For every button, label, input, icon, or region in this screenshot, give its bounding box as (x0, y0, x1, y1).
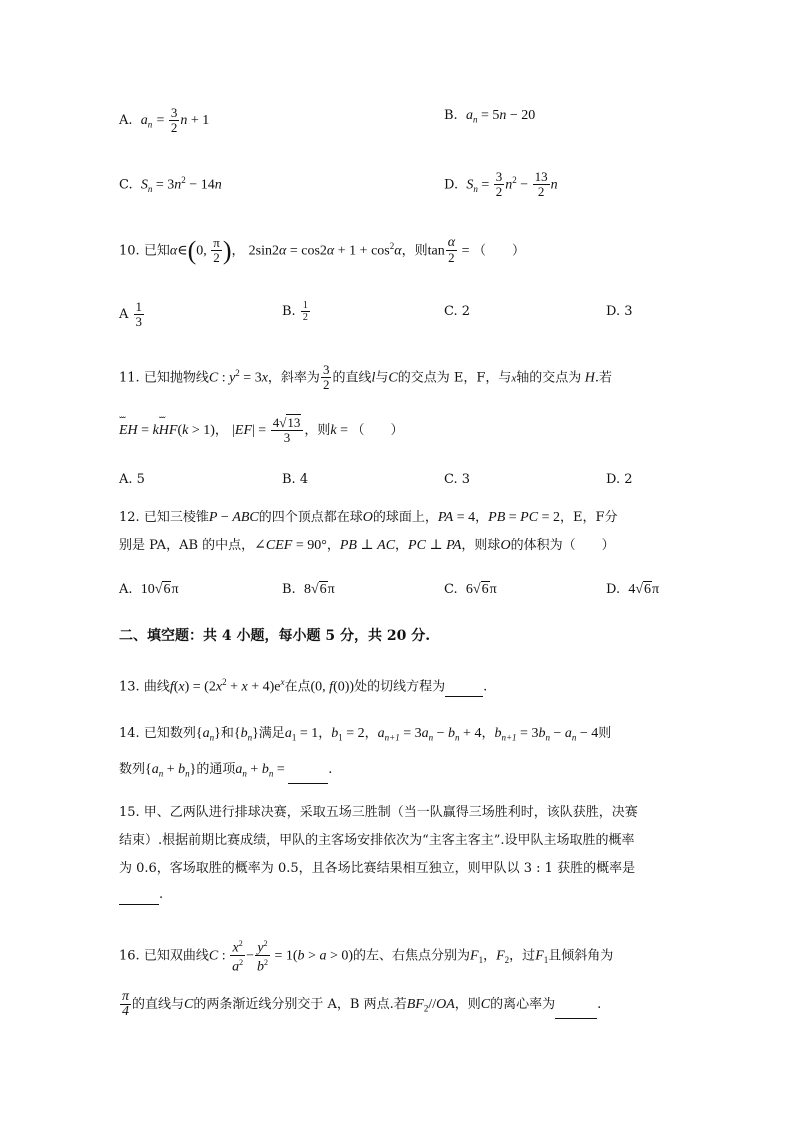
q13-stem: 13. 曲线$f(x) = (2x^2 + x + 4)e^x$在点(0, f(0))处的切线方程为 . (119, 672, 487, 697)
q10-option-a: A $\frac{1}{3}$ (119, 299, 143, 329)
q15-line1: 15. 甲、乙两队进行排球决赛，采取五场三胜制（当一队赢得三场胜利时，该队获胜，决赛 (119, 805, 638, 820)
q12-stem-line2: 别是 PA，AB 的中点，∠CEF = 90°，PB ⊥ AC，PC ⊥ PA，则球O的体积为（ ） (119, 538, 615, 553)
q10-option-b: B. $\frac{1}{2}$ (282, 300, 308, 323)
q14-stem-line1: 14. 已知数列$\{a_n\}$和$\{b_n\}$满足$a_1 = 1$，$b_1 = 2$，$a_{n+1} = 3a_n - b_n + 4$，$b_{n+1} = 3b_n - a_n - 4$则 (119, 726, 612, 743)
q15-line3: 为 0.6，客场取胜的概率为 0.5，且各场比赛结果相互独立，则甲队以 3 : 1 获胜的概率是 (119, 861, 636, 876)
q16-stem-line2: $\frac{\pi}{4}$ 的直线与C的两条渐近线分别交于 A，B 两点.若$BF_2//OA$，则C的离心率为 . (122, 989, 602, 1019)
q15-answer: . (119, 885, 163, 905)
q11-option-a: A. 5 (119, 472, 145, 487)
q11-option-c: C. 3 (444, 472, 471, 487)
q14-answer-blank[interactable] (288, 769, 328, 784)
q9-option-a: A. $a_n$ = $\frac{3}{2}$ n + 1 (119, 105, 210, 135)
q16-answer-blank[interactable] (555, 1004, 597, 1019)
q9-option-b: B. $a_n = 5n - 20$ (444, 108, 536, 125)
q11-stem-line1: 11. 已知抛物线C : $y^2 = 3x$，斜率为 $\frac{3}{2}$ 的直线l与C的交点为 E，F，与x轴的交点为 H.若 (119, 362, 613, 393)
q11-option-b: B. 4 (282, 472, 309, 487)
q11-stem-line2: ˇˇˇ EH = kˇˇˇ HF(k > 1)， |EF| = $\frac{4√13}{3}$ ，则k = （ ） (119, 416, 404, 445)
q10-stem: 10. 已知α∈(0, $\frac{\pi}{2}$ )， $2\sin 2\alpha = \cos 2\alpha + 1 + \cos^2\alpha$，则tan $\frac{\alpha}{2}$ = （ ） (119, 235, 525, 266)
q12-option-d: D. 4√6π (606, 582, 660, 597)
q12-option-a: A. 10√6π (119, 582, 179, 597)
q9-option-d: D. $S_n$ = $\frac{3}{2}$ $n^2$ − $\frac{13}{2}$ n (444, 169, 558, 200)
q15-answer-blank[interactable] (119, 890, 159, 905)
q11-option-d: D. 2 (606, 472, 633, 487)
q12-option-b: B. 8√6π (282, 582, 335, 597)
section-fill-in-title: 二、填空题：共 4 小题，每小题 5 分，共 20 分. (119, 628, 431, 644)
q15-line2: 结束）.根据前期比赛成绩，甲队的主客场安排依次为“主客主客主”.设甲队主场取胜的概率 (119, 833, 635, 848)
q9-option-c: C. $S_n = 3n^2 - 14n$ (119, 175, 222, 194)
q10-option-d: D. 3 (606, 304, 633, 319)
q14-stem-line2: 数列$\{a_n + b_n\}$的通项$a_n + b_n$ = . (119, 760, 332, 784)
q12-option-c: C. 6√6π (444, 582, 497, 597)
q16-stem-line1: 16. 已知双曲线C : $\frac{x^2}{a^2}$ − $\frac{y^2}{b^2}$ = 1(b > a > 0)的左、右焦点分别为$F_1$，$F_2$，过$F_1$且倾斜角为 (119, 939, 614, 975)
q10-option-c: C. 2 (444, 304, 471, 319)
q12-stem-line1: 12. 已知三棱锥P − ABC的四个顶点都在球O的球面上，PA = 4，PB = PC = 2，E，F分 (119, 510, 618, 525)
q13-answer-blank[interactable] (445, 682, 483, 697)
